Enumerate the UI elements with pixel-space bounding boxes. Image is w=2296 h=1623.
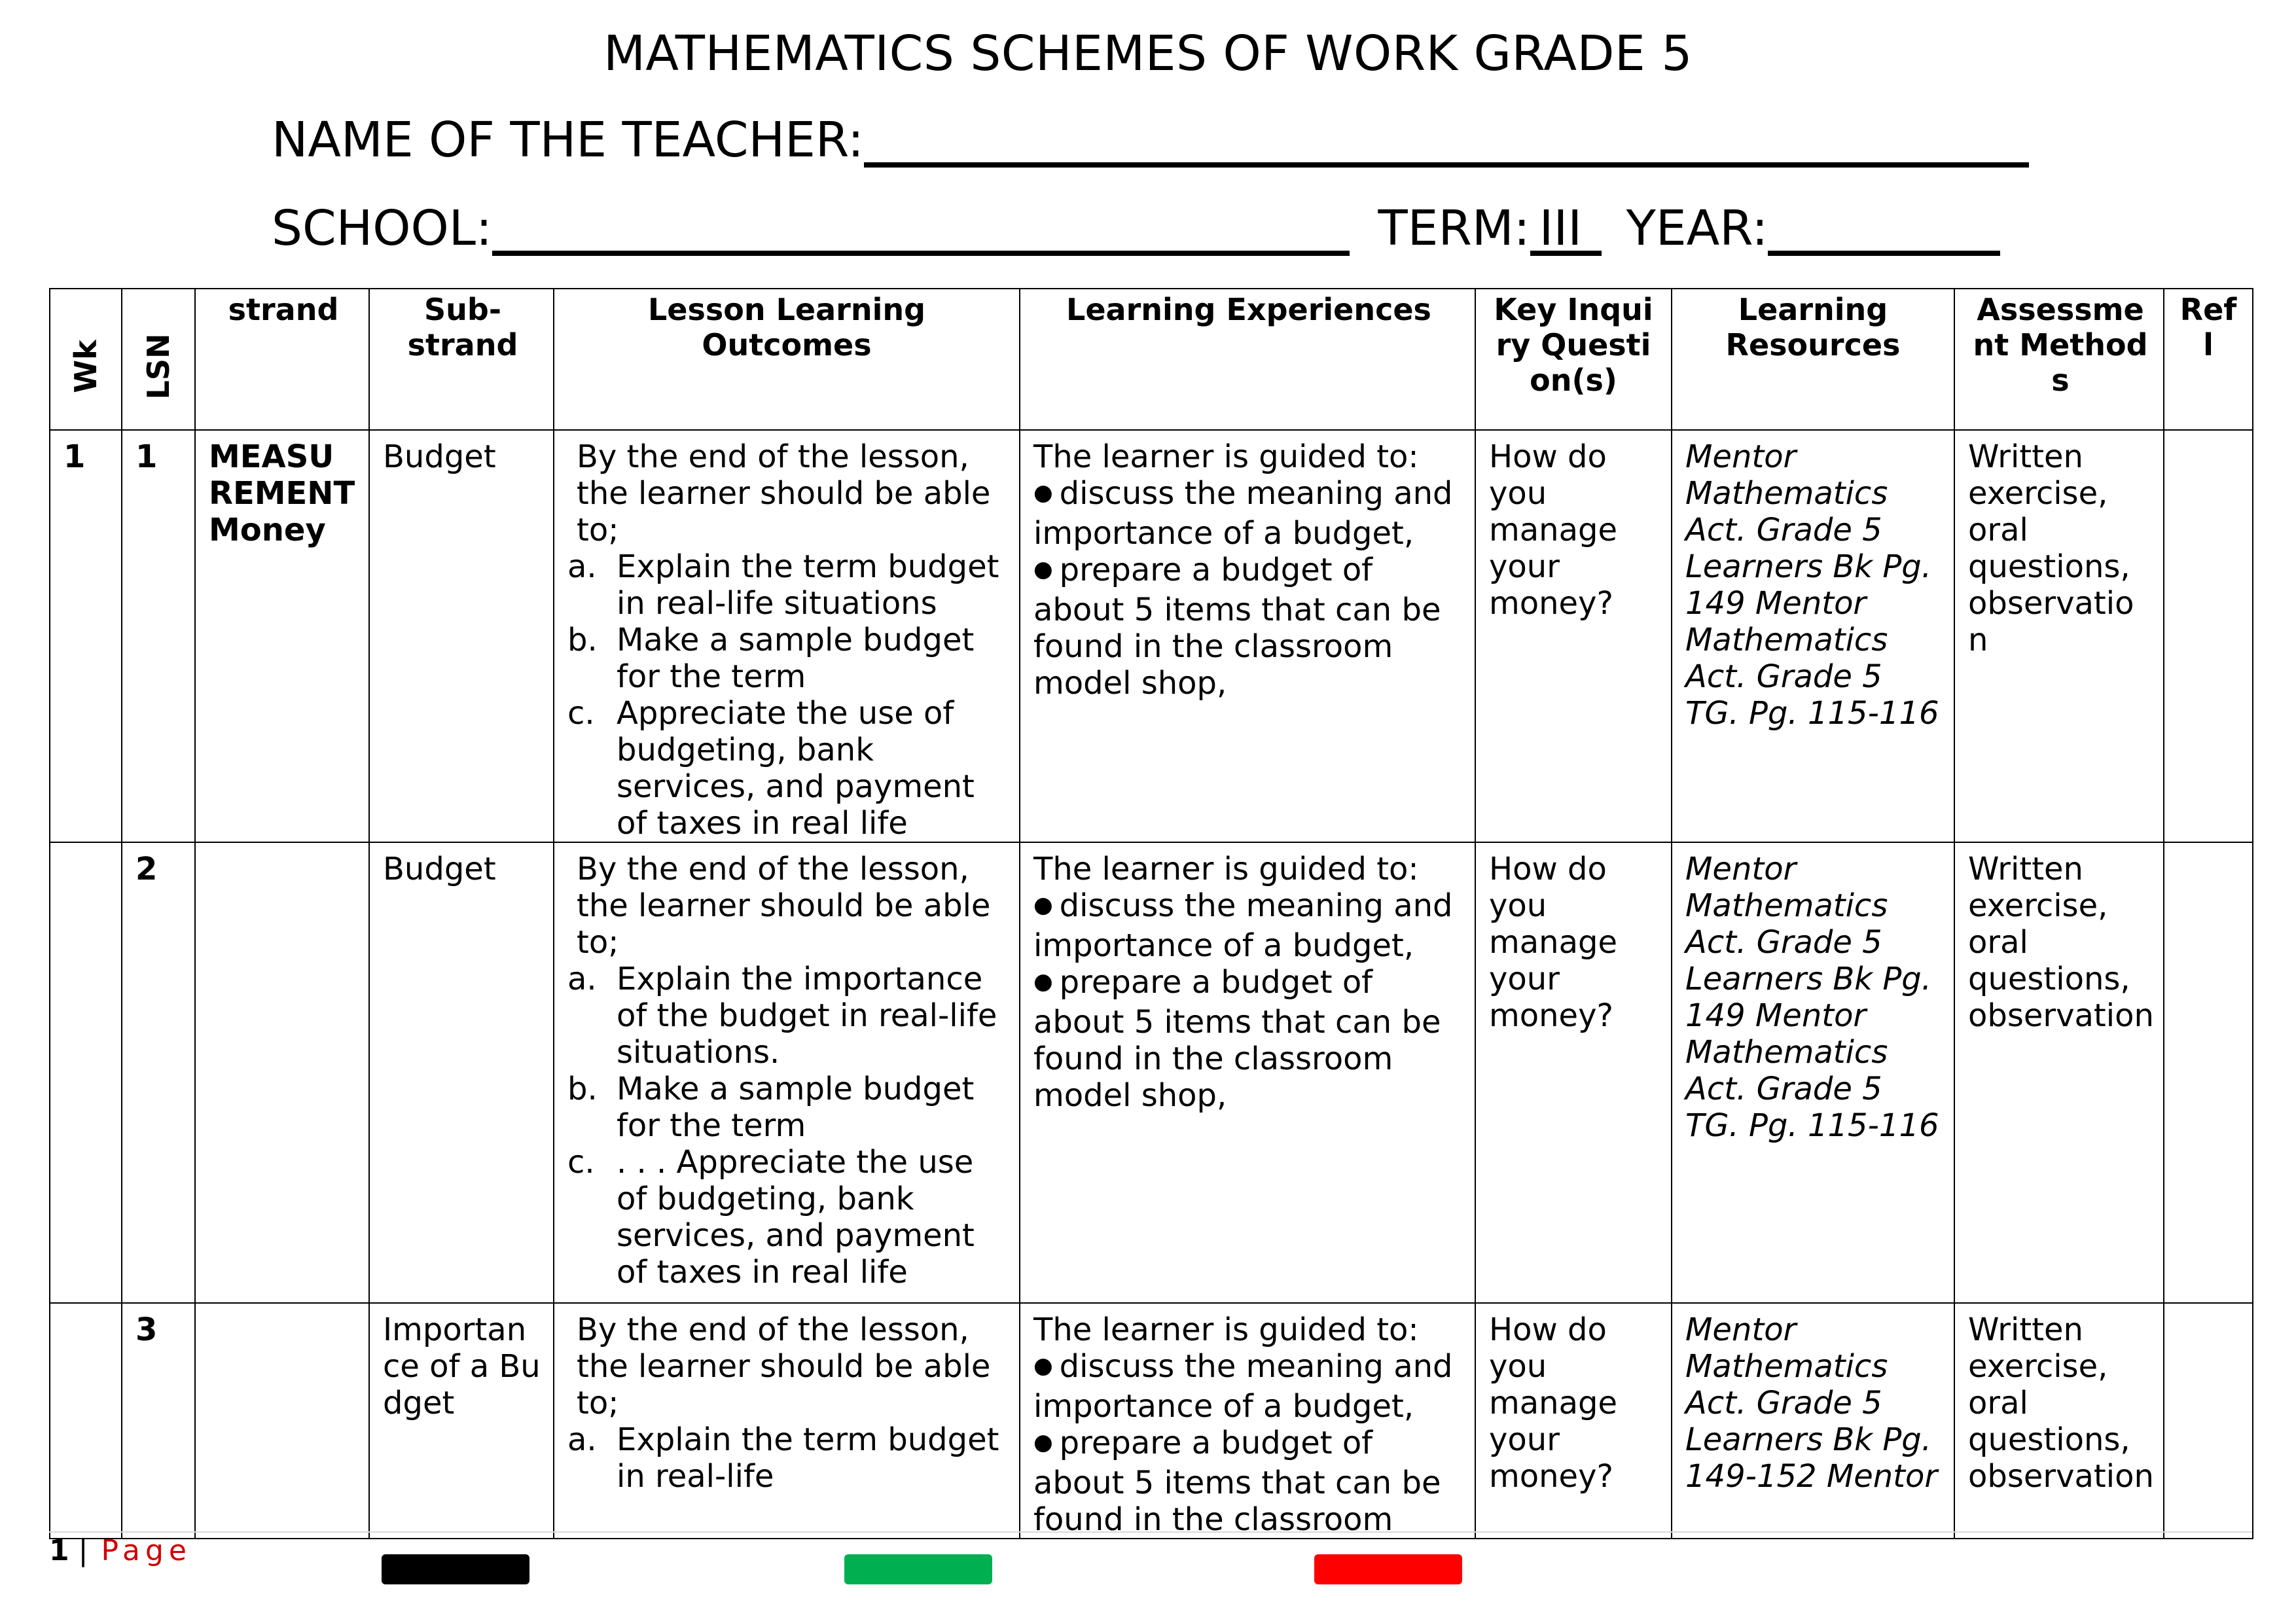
outcome-list bbox=[567, 1421, 1009, 1495]
teacher-label: NAME OF THE TEACHER: bbox=[272, 112, 864, 168]
outcome-intro: By the end of the lesson, the learner should be able to; bbox=[577, 1311, 991, 1421]
term-label: TERM: bbox=[1378, 200, 1530, 257]
header-wk: Wk bbox=[50, 289, 122, 430]
outcome-item: a. Explain the importance of the budget in real-life situations. bbox=[617, 961, 1009, 1071]
teacher-line bbox=[272, 111, 2029, 169]
experiences-cell bbox=[1020, 430, 1475, 842]
outcome-intro: By the end of the lesson, the learner should be able to; bbox=[577, 851, 991, 961]
reflection-cell[interactable] bbox=[2164, 430, 2253, 842]
lesson-cell: 3 bbox=[122, 1303, 195, 1539]
sub-strand-cell: Budget bbox=[369, 430, 554, 842]
header-outcomes: Lesson Learning Outcomes bbox=[554, 289, 1020, 430]
resources-cell: Mentor Mathematics Act. Grade 5 Learners Bk Pg. 149 Mentor Mathematics Act. Grade 5 TG. Pg. 115-116 bbox=[1672, 430, 1954, 842]
reflection-cell[interactable] bbox=[2164, 842, 2253, 1303]
header-resources: Learning Resources bbox=[1672, 289, 1954, 430]
teacher-name-field[interactable] bbox=[864, 111, 2029, 168]
experience-item: ● discuss the meaning and importance of a budget, bbox=[1033, 1348, 1464, 1425]
outcomes-cell bbox=[554, 430, 1020, 842]
red-bar bbox=[1314, 1554, 1462, 1584]
experience-item: ● discuss the meaning and importance of a budget, bbox=[1033, 475, 1464, 552]
school-name-field[interactable] bbox=[492, 200, 1350, 256]
outcome-item: b. Make a sample budget for the term bbox=[617, 622, 1009, 695]
strand-cell bbox=[195, 1303, 369, 1539]
reflection-cell[interactable] bbox=[2164, 1303, 2253, 1539]
lesson-cell: 1 bbox=[122, 430, 195, 842]
table-row bbox=[50, 1303, 2253, 1539]
outcome-intro: By the end of the lesson, the learner should be able to; bbox=[577, 438, 991, 548]
experience-item: ● prepare a budget of about 5 items that can be found in the classroom model shop, bbox=[1033, 964, 1464, 1114]
experience-item: ● discuss the meaning and importance of a budget, bbox=[1033, 887, 1464, 964]
experience-item: ● prepare a budget of about 5 items that can be found in the classroom model shop, bbox=[1033, 552, 1464, 702]
header-assessment: Assessment Methods bbox=[1954, 289, 2164, 430]
outcome-list bbox=[567, 548, 1009, 842]
resources-cell: Mentor Mathematics Act. Grade 5 Learners Bk Pg. 149 Mentor Mathematics Act. Grade 5 TG. Pg. 115-116 bbox=[1672, 842, 1954, 1303]
year-field[interactable] bbox=[1768, 200, 2000, 256]
sub-strand-cell: Importance of a Budget bbox=[369, 1303, 554, 1539]
green-bar bbox=[844, 1554, 992, 1584]
table-row bbox=[50, 430, 2253, 842]
experiences-cell bbox=[1020, 842, 1475, 1303]
inquiry-cell: How do you manage your money? bbox=[1475, 842, 1672, 1303]
outcome-item: c. . . . Appreciate the use of budgeting, bank services, and payment of taxes in real life bbox=[617, 1144, 1009, 1291]
week-cell bbox=[50, 842, 122, 1303]
header-experiences: Learning Experiences bbox=[1020, 289, 1475, 430]
outcome-item: b. Make a sample budget for the term bbox=[617, 1071, 1009, 1144]
term-value[interactable]: III bbox=[1530, 200, 1602, 256]
inquiry-cell: How do you manage your money? bbox=[1475, 1303, 1672, 1539]
week-cell bbox=[50, 1303, 122, 1539]
outcomes-cell bbox=[554, 1303, 1020, 1539]
assessment-cell: Written exercise, oral questions, observation bbox=[1954, 842, 2164, 1303]
page-separator: | bbox=[78, 1534, 88, 1567]
week-cell: 1 bbox=[50, 430, 122, 842]
header-lsn: LSN bbox=[122, 289, 195, 430]
resources-cell: Mentor Mathematics Act. Grade 5 Learners Bk Pg. 149-152 Mentor bbox=[1672, 1303, 1954, 1539]
outcome-item: c. Appreciate the use of budgeting, bank services, and payment of taxes in real life bbox=[617, 695, 1009, 842]
year-label: YEAR: bbox=[1626, 200, 1768, 257]
school-line bbox=[272, 200, 2000, 257]
page-title: MATHEMATICS SCHEMES OF WORK GRADE 5 bbox=[603, 26, 1693, 82]
page-number: 1 bbox=[49, 1534, 69, 1567]
lesson-cell: 2 bbox=[122, 842, 195, 1303]
outcomes-cell bbox=[554, 842, 1020, 1303]
header-row bbox=[50, 289, 2253, 430]
sub-strand-cell: Budget bbox=[369, 842, 554, 1303]
assessment-cell: Written exercise, oral questions, observation bbox=[1954, 1303, 2164, 1539]
inquiry-cell: How do you manage your money? bbox=[1475, 430, 1672, 842]
outcome-item: a. Explain the term budget in real-life bbox=[617, 1421, 1009, 1495]
strand-cell: MEASUREMENT Money bbox=[195, 430, 369, 842]
header-inquiry: Key Inquiry Question(s) bbox=[1475, 289, 1672, 430]
experience-intro: The learner is guided to: bbox=[1033, 1311, 1419, 1348]
strand-cell bbox=[195, 842, 369, 1303]
page-word: Page bbox=[101, 1534, 192, 1567]
experience-intro: The learner is guided to: bbox=[1033, 851, 1419, 887]
page-footer bbox=[49, 1535, 192, 1567]
experiences-cell bbox=[1020, 1303, 1475, 1539]
table-row bbox=[50, 842, 2253, 1303]
outcome-item: a. Explain the term budget in real-life situations bbox=[617, 548, 1009, 622]
outcome-list bbox=[567, 961, 1009, 1291]
header-refl: Refl bbox=[2164, 289, 2253, 430]
header-sub-strand: Sub-strand bbox=[369, 289, 554, 430]
experience-item: ● prepare a budget of about 5 items that can be found in the classroom bbox=[1033, 1425, 1464, 1538]
assessment-cell: Written exercise, oral questions, observation bbox=[1954, 430, 2164, 842]
experience-intro: The learner is guided to: bbox=[1033, 438, 1419, 475]
black-bar bbox=[382, 1554, 529, 1584]
footer-rule bbox=[49, 1531, 2252, 1533]
school-label: SCHOOL: bbox=[272, 200, 492, 257]
header-strand: strand bbox=[195, 289, 369, 430]
scheme-table bbox=[49, 288, 2253, 1539]
